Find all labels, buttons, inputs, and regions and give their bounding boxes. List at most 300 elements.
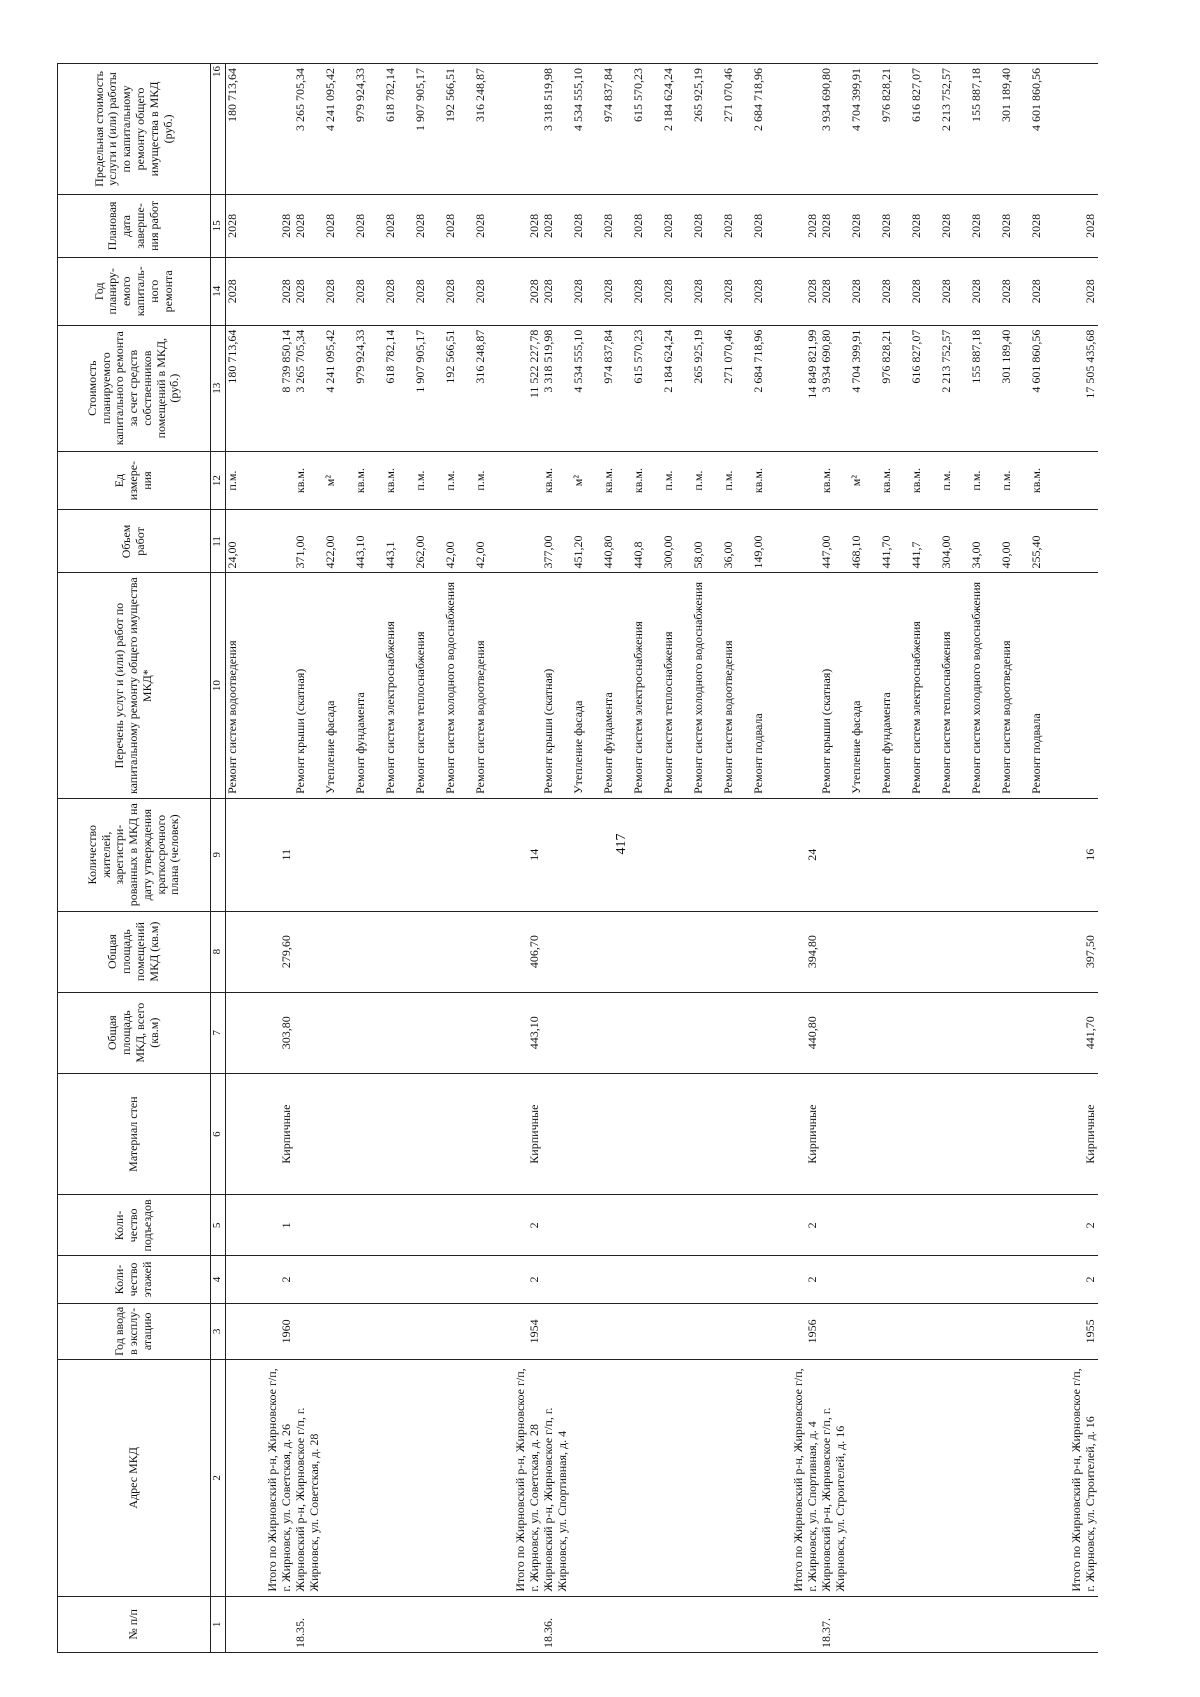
- work-end-date: 2028: [226, 194, 257, 257]
- work-limit: 1 907 905,17: [414, 64, 444, 195]
- cell: [940, 992, 970, 1073]
- cell: [910, 992, 940, 1073]
- cell: [384, 1360, 414, 1597]
- cell: [384, 1256, 414, 1303]
- cell: [572, 1596, 602, 1652]
- wall-material: Кирпичные: [504, 1073, 542, 1195]
- col-header: Плановая дата заверше-ния работ: [58, 194, 211, 257]
- cell: [256, 451, 294, 510]
- work-volume: 468,10: [850, 510, 880, 573]
- cell: [1000, 1256, 1030, 1303]
- cell: [384, 992, 414, 1073]
- cell: [752, 1073, 782, 1195]
- work-unit: кв.м.: [752, 451, 782, 510]
- work-cost: 155 887,18: [970, 325, 1000, 451]
- cell: [910, 1596, 940, 1652]
- work-unit: п.м.: [474, 451, 504, 510]
- cell: [1060, 1596, 1098, 1652]
- cell: [722, 1596, 752, 1652]
- cell: [692, 1360, 722, 1597]
- cell: [850, 1195, 880, 1256]
- work-cost: 192 566,51: [444, 325, 474, 451]
- work-volume: 40,00: [1000, 510, 1030, 573]
- work-year: 2028: [1030, 257, 1060, 325]
- work-year: 2028: [226, 257, 257, 325]
- cell: [662, 1256, 692, 1303]
- work-volume: 440,80: [602, 510, 632, 573]
- col-header: Коли-чество подъездов: [58, 1195, 211, 1256]
- cell: [722, 1303, 752, 1359]
- wall-material: Кирпичные: [1060, 1073, 1098, 1195]
- work-unit: м²: [572, 451, 602, 510]
- work-cost: 3 318 519,98: [542, 325, 572, 451]
- work-volume: 255,40: [1030, 510, 1060, 573]
- cell: [294, 1256, 324, 1303]
- work-cost: 4 601 860,56: [1030, 325, 1060, 451]
- work-row: [294, 64, 324, 1653]
- work-row: [542, 64, 572, 1653]
- col-header: Предельная стоимость услуги и (или) работы по капитальному ремонту общего имущества в МКД (руб.): [58, 64, 211, 195]
- work-year: 2028: [940, 257, 970, 325]
- work-name: Ремонт систем теплоснабжения: [662, 573, 692, 798]
- cell: [324, 1596, 354, 1652]
- row-number: 18.37.: [820, 1596, 850, 1652]
- cell: [602, 1360, 632, 1597]
- work-cost: 4 241 095,42: [324, 325, 354, 451]
- cell: [850, 798, 880, 911]
- work-limit: 4 601 860,56: [1030, 64, 1060, 195]
- premises-area: 394,80: [782, 911, 820, 992]
- cell: [1000, 992, 1030, 1073]
- work-end-date: 2028: [632, 194, 662, 257]
- cell: [940, 798, 970, 911]
- cell: [542, 1303, 572, 1359]
- work-end-date: 2028: [910, 194, 940, 257]
- cell: [444, 1073, 474, 1195]
- cell: [474, 992, 504, 1073]
- col-number: 2: [211, 1360, 226, 1597]
- col-header: Общая площадь помещений МКД (кв.м): [58, 911, 211, 992]
- work-row: [444, 64, 474, 1653]
- col-number: 16: [211, 64, 226, 195]
- cell: [940, 1073, 970, 1195]
- work-end-date: 2028: [970, 194, 1000, 257]
- work-unit: п.м.: [722, 451, 752, 510]
- total-cost: 11 522 227,78: [504, 325, 542, 451]
- work-volume: 149,00: [752, 510, 782, 573]
- work-year: 2028: [354, 257, 384, 325]
- planned-year: 2028: [504, 257, 542, 325]
- cell: [226, 1073, 257, 1195]
- cell: [1000, 1303, 1030, 1359]
- total-cost: 8 739 850,14: [256, 325, 294, 451]
- cell: [752, 1596, 782, 1652]
- cell: [572, 911, 602, 992]
- work-unit: п.м.: [444, 451, 474, 510]
- cell: [632, 911, 662, 992]
- premises-area: 406,70: [504, 911, 542, 992]
- cell: [1030, 1596, 1060, 1652]
- work-volume: 34,00: [970, 510, 1000, 573]
- work-limit: 265 925,19: [692, 64, 722, 195]
- cell: [354, 1256, 384, 1303]
- work-year: 2028: [970, 257, 1000, 325]
- cell: [970, 1303, 1000, 1359]
- work-limit: 2 213 752,57: [940, 64, 970, 195]
- work-name: Ремонт фундамента: [602, 573, 632, 798]
- work-row: [850, 64, 880, 1653]
- col-number: 8: [211, 911, 226, 992]
- cell: [752, 798, 782, 911]
- work-year: 2028: [722, 257, 752, 325]
- year-built: 1954: [504, 1303, 542, 1359]
- cell: [662, 1303, 692, 1359]
- col-header: Год ввода в эксплу-атацию: [58, 1303, 211, 1359]
- col-header: Объем работ: [58, 510, 211, 573]
- cell: [752, 1360, 782, 1597]
- work-row: [692, 64, 722, 1653]
- col-header: № п/п: [58, 1596, 211, 1652]
- cell: [414, 911, 444, 992]
- col-header: Перечень услуг и (или) работ по капитальному ремонту общего имущества МКД*: [58, 573, 211, 798]
- cell: [354, 798, 384, 911]
- cell: [1000, 798, 1030, 911]
- cell: [632, 1303, 662, 1359]
- work-row: [474, 64, 504, 1653]
- cell: [226, 1303, 257, 1359]
- work-unit: п.м.: [226, 451, 257, 510]
- cell: [1000, 911, 1030, 992]
- cell: [572, 1360, 602, 1597]
- cell: [880, 1360, 910, 1597]
- cell: [444, 1195, 474, 1256]
- col-number: 1: [211, 1596, 226, 1652]
- col-number: 11: [211, 510, 226, 573]
- year-built: 1956: [782, 1303, 820, 1359]
- cell: [294, 1303, 324, 1359]
- cell: [662, 1596, 692, 1652]
- work-cost: 2 184 624,24: [662, 325, 692, 451]
- cell: [880, 1596, 910, 1652]
- cell: [662, 798, 692, 911]
- work-year: 2028: [572, 257, 602, 325]
- cell: [880, 992, 910, 1073]
- work-limit: 3 318 519,98: [542, 64, 572, 195]
- residents: 24: [782, 798, 820, 911]
- col-header: Количество жителей, зарегистри-рованных в МКД на дату утверждения краткосрочного плана (человек): [58, 798, 211, 911]
- entrances: 2: [1060, 1195, 1098, 1256]
- work-year: 2028: [324, 257, 354, 325]
- work-name: Ремонт систем водоотведения: [474, 573, 504, 798]
- work-row: [970, 64, 1000, 1653]
- work-row: [572, 64, 602, 1653]
- cell: [256, 64, 294, 195]
- page-number: 417: [614, 833, 629, 855]
- cell: [474, 1596, 504, 1652]
- work-unit: кв.м.: [602, 451, 632, 510]
- cell: [572, 1195, 602, 1256]
- cell: [354, 1303, 384, 1359]
- cell: [384, 1303, 414, 1359]
- cell: [474, 1195, 504, 1256]
- cell: [354, 911, 384, 992]
- work-end-date: 2028: [752, 194, 782, 257]
- col-number: 12: [211, 451, 226, 510]
- cell: [572, 992, 602, 1073]
- work-limit: 4 704 399,91: [850, 64, 880, 195]
- work-end-date: 2028: [572, 194, 602, 257]
- cell: [782, 510, 820, 573]
- cell: [820, 1256, 850, 1303]
- cell: [1030, 1360, 1060, 1597]
- cell: [256, 1596, 294, 1652]
- work-cost: 979 924,33: [354, 325, 384, 451]
- cell: [692, 798, 722, 911]
- rotated-sheet: [57, 63, 1187, 1653]
- total-label: Итого по Жирновский р-н, Жирновское г/п, г. Жирновск, ул. Советская, д. 28: [504, 1360, 542, 1597]
- cell: [504, 64, 542, 195]
- col-header: Коли-чество этажей: [58, 1256, 211, 1303]
- work-limit: 3 265 705,34: [294, 64, 324, 195]
- work-year: 2028: [444, 257, 474, 325]
- work-row: [722, 64, 752, 1653]
- work-cost: 4 704 399,91: [850, 325, 880, 451]
- total-cost: 17 505 435,68: [1060, 325, 1098, 451]
- work-row: [820, 64, 850, 1653]
- cell: [414, 1360, 444, 1597]
- cell: [692, 1073, 722, 1195]
- cell: [632, 1360, 662, 1597]
- work-volume: 300,00: [662, 510, 692, 573]
- total-label: Итого по Жирновский р-н, Жирновское г/п, г. Жирновск, ул. Советская, д. 26: [256, 1360, 294, 1597]
- cell: [384, 911, 414, 992]
- cell: [1030, 911, 1060, 992]
- work-unit: кв.м.: [354, 451, 384, 510]
- work-year: 2028: [880, 257, 910, 325]
- cell: [940, 1596, 970, 1652]
- cell: [940, 1195, 970, 1256]
- work-unit: кв.м.: [384, 451, 414, 510]
- cell: [970, 911, 1000, 992]
- cell: [662, 992, 692, 1073]
- work-name: Ремонт крыши (скатная): [294, 573, 324, 798]
- cell: [384, 1073, 414, 1195]
- cell: [444, 1596, 474, 1652]
- cell: [880, 798, 910, 911]
- cell: [324, 1073, 354, 1195]
- cell: [632, 1256, 662, 1303]
- work-year: 2028: [662, 257, 692, 325]
- work-limit: 4 534 555,10: [572, 64, 602, 195]
- work-volume: 443,1: [384, 510, 414, 573]
- cell: [324, 1360, 354, 1597]
- work-name: Ремонт подвала: [752, 573, 782, 798]
- cell: [820, 1073, 850, 1195]
- cell: [572, 798, 602, 911]
- cell: [226, 1195, 257, 1256]
- cell: [226, 911, 257, 992]
- work-volume: 422,00: [324, 510, 354, 573]
- work-cost: 976 828,21: [880, 325, 910, 451]
- work-unit: кв.м.: [880, 451, 910, 510]
- work-volume: 36,00: [722, 510, 752, 573]
- cell: [324, 1303, 354, 1359]
- cell: [880, 1256, 910, 1303]
- work-end-date: 2028: [414, 194, 444, 257]
- column-number-row: [211, 64, 226, 1653]
- end-date: 2028: [256, 194, 294, 257]
- cell: [910, 1073, 940, 1195]
- work-end-date: 2028: [1030, 194, 1060, 257]
- work-unit: кв.м.: [820, 451, 850, 510]
- work-end-date: 2028: [850, 194, 880, 257]
- cell: [940, 1360, 970, 1597]
- work-limit: 155 887,18: [970, 64, 1000, 195]
- capital-repair-table: [57, 63, 1098, 1653]
- work-volume: 24,00: [226, 510, 257, 573]
- work-unit: п.м.: [662, 451, 692, 510]
- work-unit: кв.м.: [1030, 451, 1060, 510]
- work-row: [910, 64, 940, 1653]
- cell: [752, 992, 782, 1073]
- cell: [294, 911, 324, 992]
- work-name: Ремонт фундамента: [880, 573, 910, 798]
- cell: [632, 1195, 662, 1256]
- work-unit: кв.м.: [542, 451, 572, 510]
- cell: [970, 1256, 1000, 1303]
- col-number: 3: [211, 1303, 226, 1359]
- work-year: 2028: [384, 257, 414, 325]
- planned-year: 2028: [1060, 257, 1098, 325]
- work-row: [1000, 64, 1030, 1653]
- work-limit: 616 827,07: [910, 64, 940, 195]
- cell: [910, 911, 940, 992]
- cell: [444, 911, 474, 992]
- work-name: Ремонт систем водоотведения: [722, 573, 752, 798]
- cell: [324, 798, 354, 911]
- cell: [970, 1195, 1000, 1256]
- work-year: 2028: [542, 257, 572, 325]
- work-name: Утепление фасада: [572, 573, 602, 798]
- row-number: 18.35.: [294, 1596, 324, 1652]
- cell: [354, 1360, 384, 1597]
- cell: [722, 1360, 752, 1597]
- cell: [542, 992, 572, 1073]
- work-unit: м²: [850, 451, 880, 510]
- cell: [692, 992, 722, 1073]
- cell: [662, 911, 692, 992]
- work-limit: 979 924,33: [354, 64, 384, 195]
- cell: [474, 1256, 504, 1303]
- work-unit: кв.м.: [910, 451, 940, 510]
- cell: [1060, 573, 1098, 798]
- cell: [602, 911, 632, 992]
- work-unit: п.м.: [414, 451, 444, 510]
- cell: [324, 1195, 354, 1256]
- cell: [572, 1073, 602, 1195]
- cell: [1030, 1256, 1060, 1303]
- cell: [474, 1303, 504, 1359]
- work-limit: 2 184 624,24: [662, 64, 692, 195]
- work-row: [880, 64, 910, 1653]
- work-name: Ремонт систем водоотведения: [226, 573, 257, 798]
- cell: [722, 911, 752, 992]
- work-unit: кв.м.: [294, 451, 324, 510]
- cell: [1000, 1360, 1030, 1597]
- cell: [226, 1256, 257, 1303]
- cell: [256, 573, 294, 798]
- work-year: 2028: [850, 257, 880, 325]
- floors: 2: [1060, 1256, 1098, 1303]
- cell: [354, 992, 384, 1073]
- cell: [602, 1303, 632, 1359]
- work-volume: 451,20: [572, 510, 602, 573]
- cell: [542, 911, 572, 992]
- cell: [970, 992, 1000, 1073]
- cell: [632, 992, 662, 1073]
- work-year: 2028: [1000, 257, 1030, 325]
- cell: [970, 798, 1000, 911]
- cell: [692, 1596, 722, 1652]
- work-cost: 974 837,84: [602, 325, 632, 451]
- work-name: Утепление фасада: [324, 573, 354, 798]
- work-row: [940, 64, 970, 1653]
- work-end-date: 2028: [324, 194, 354, 257]
- cell: [850, 911, 880, 992]
- cell: [692, 1195, 722, 1256]
- address: Жирновский р-н, Жирновское г/п, г. Жирновск, ул. Спортивная, д. 4: [542, 1360, 572, 1597]
- work-row: [662, 64, 692, 1653]
- planned-year: 2028: [256, 257, 294, 325]
- work-end-date: 2028: [602, 194, 632, 257]
- work-volume: 42,00: [474, 510, 504, 573]
- cell: [1030, 1073, 1060, 1195]
- work-row: [384, 64, 414, 1653]
- work-limit: 974 837,84: [602, 64, 632, 195]
- cell: [602, 1195, 632, 1256]
- col-number: 4: [211, 1256, 226, 1303]
- cell: [662, 1195, 692, 1256]
- work-row: [324, 64, 354, 1653]
- work-limit: 4 241 095,42: [324, 64, 354, 195]
- cell: [850, 1303, 880, 1359]
- work-year: 2028: [474, 257, 504, 325]
- work-name: Ремонт фундамента: [354, 573, 384, 798]
- work-volume: 42,00: [444, 510, 474, 573]
- cell: [662, 1073, 692, 1195]
- cell: [324, 911, 354, 992]
- cell: [602, 1073, 632, 1195]
- work-year: 2028: [414, 257, 444, 325]
- work-year: 2028: [602, 257, 632, 325]
- work-row: [226, 64, 257, 1653]
- cell: [226, 992, 257, 1073]
- cell: [602, 798, 632, 911]
- cell: [542, 1073, 572, 1195]
- cell: [850, 1073, 880, 1195]
- work-row: [354, 64, 384, 1653]
- work-row: [752, 64, 782, 1653]
- col-number: 9: [211, 798, 226, 911]
- total-area: 440,80: [782, 992, 820, 1073]
- end-date: 2028: [504, 194, 542, 257]
- cell: [542, 1256, 572, 1303]
- cell: [692, 1303, 722, 1359]
- table-body: [211, 64, 1099, 1653]
- floors: 2: [256, 1256, 294, 1303]
- cell: [474, 1360, 504, 1597]
- cell: [1060, 64, 1098, 195]
